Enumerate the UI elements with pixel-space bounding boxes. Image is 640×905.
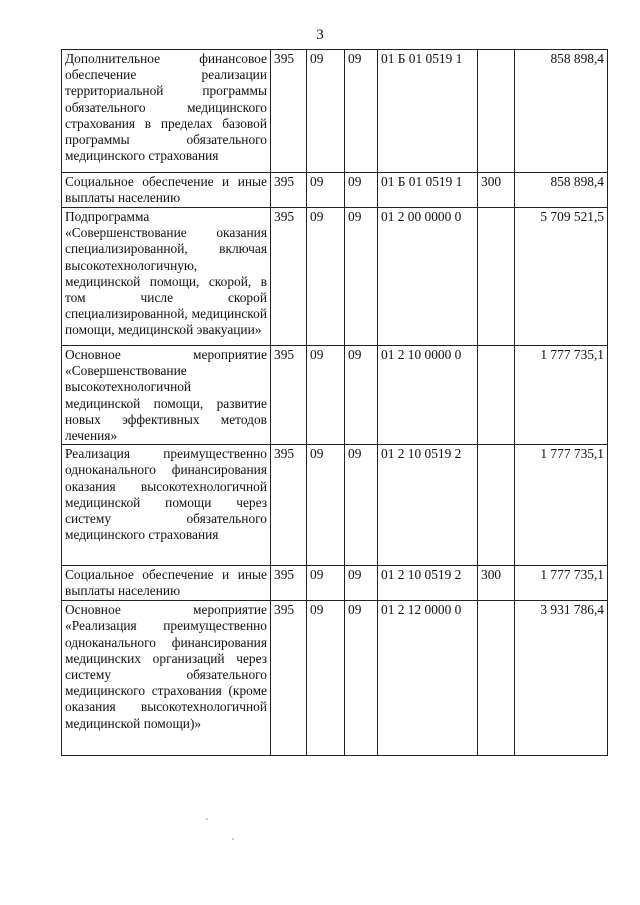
row-name: Основное мероприятие «Совершенствование высокотехнологичной медицинской помощи, развитие новых эффективных методов лечения»	[62, 346, 271, 445]
row-name: Подпрограмма «Совершенствование оказания специализированной, включая высокотехнологичную, медицинской помощи, скорой, в том числе скорой специализированной, медицинской помощи, медицинской эвакуации»	[62, 208, 271, 346]
ministry-code: 395	[271, 566, 307, 601]
target-article-code: 01 2 10 0519 2	[378, 445, 478, 566]
ministry-code: 395	[271, 346, 307, 445]
subsection-code: 09	[345, 208, 378, 346]
amount: 3 931 786,4	[515, 601, 608, 756]
table-row	[62, 208, 608, 346]
ministry-code: 395	[271, 445, 307, 566]
expense-type-code	[478, 208, 515, 346]
scan-speck	[232, 838, 234, 840]
target-article-code: 01 Б 01 0519 1	[378, 50, 478, 173]
target-article-code: 01 Б 01 0519 1	[378, 173, 478, 208]
row-name: Основное мероприятие «Реализация преимущественно одноканального финансирования медицинских организаций через систему обязательного медицинского страхования (кроме оказания высокотехнологичной медицинской помощи)»	[62, 601, 271, 756]
subsection-code: 09	[345, 566, 378, 601]
subsection-code: 09	[345, 173, 378, 208]
page-number: 3	[316, 27, 324, 43]
amount: 1 777 735,1	[515, 346, 608, 445]
amount: 1 777 735,1	[515, 445, 608, 566]
target-article-code: 01 2 10 0519 2	[378, 566, 478, 601]
section-code: 09	[307, 566, 345, 601]
row-name: Социальное обеспечение и иные выплаты населению	[62, 173, 271, 208]
table-row	[62, 346, 608, 445]
section-code: 09	[307, 445, 345, 566]
subsection-code: 09	[345, 445, 378, 566]
subsection-code: 09	[345, 346, 378, 445]
row-name: Дополнительное финансовое обеспечение реализации территориальной программы обязательного медицинского страхования в пределах базовой программы обязательного медицинского страхования	[62, 50, 271, 173]
row-name: Реализация преимущественно одноканального финансирования оказания высокотехнологичной медицинской помощи через систему обязательного медицинского страхования	[62, 445, 271, 566]
amount: 858 898,4	[515, 173, 608, 208]
table-row	[62, 173, 608, 208]
section-code: 09	[307, 208, 345, 346]
ministry-code: 395	[271, 601, 307, 756]
row-name: Социальное обеспечение и иные выплаты населению	[62, 566, 271, 601]
expense-type-code	[478, 601, 515, 756]
amount: 1 777 735,1	[515, 566, 608, 601]
section-code: 09	[307, 346, 345, 445]
target-article-code: 01 2 00 0000 0	[378, 208, 478, 346]
ministry-code: 395	[271, 50, 307, 173]
section-code: 09	[307, 601, 345, 756]
table-row	[62, 445, 608, 566]
expense-type-code	[478, 346, 515, 445]
expense-type-code: 300	[478, 566, 515, 601]
scan-speck	[206, 818, 208, 820]
target-article-code: 01 2 10 0000 0	[378, 346, 478, 445]
expense-type-code	[478, 445, 515, 566]
amount: 858 898,4	[515, 50, 608, 173]
ministry-code: 395	[271, 208, 307, 346]
amount: 5 709 521,5	[515, 208, 608, 346]
budget-table	[61, 49, 608, 756]
table-row	[62, 566, 608, 601]
section-code: 09	[307, 50, 345, 173]
expense-type-code: 300	[478, 173, 515, 208]
expense-type-code	[478, 50, 515, 173]
ministry-code: 395	[271, 173, 307, 208]
table-row	[62, 50, 608, 173]
subsection-code: 09	[345, 601, 378, 756]
section-code: 09	[307, 173, 345, 208]
subsection-code: 09	[345, 50, 378, 173]
target-article-code: 01 2 12 0000 0	[378, 601, 478, 756]
table-row	[62, 601, 608, 756]
